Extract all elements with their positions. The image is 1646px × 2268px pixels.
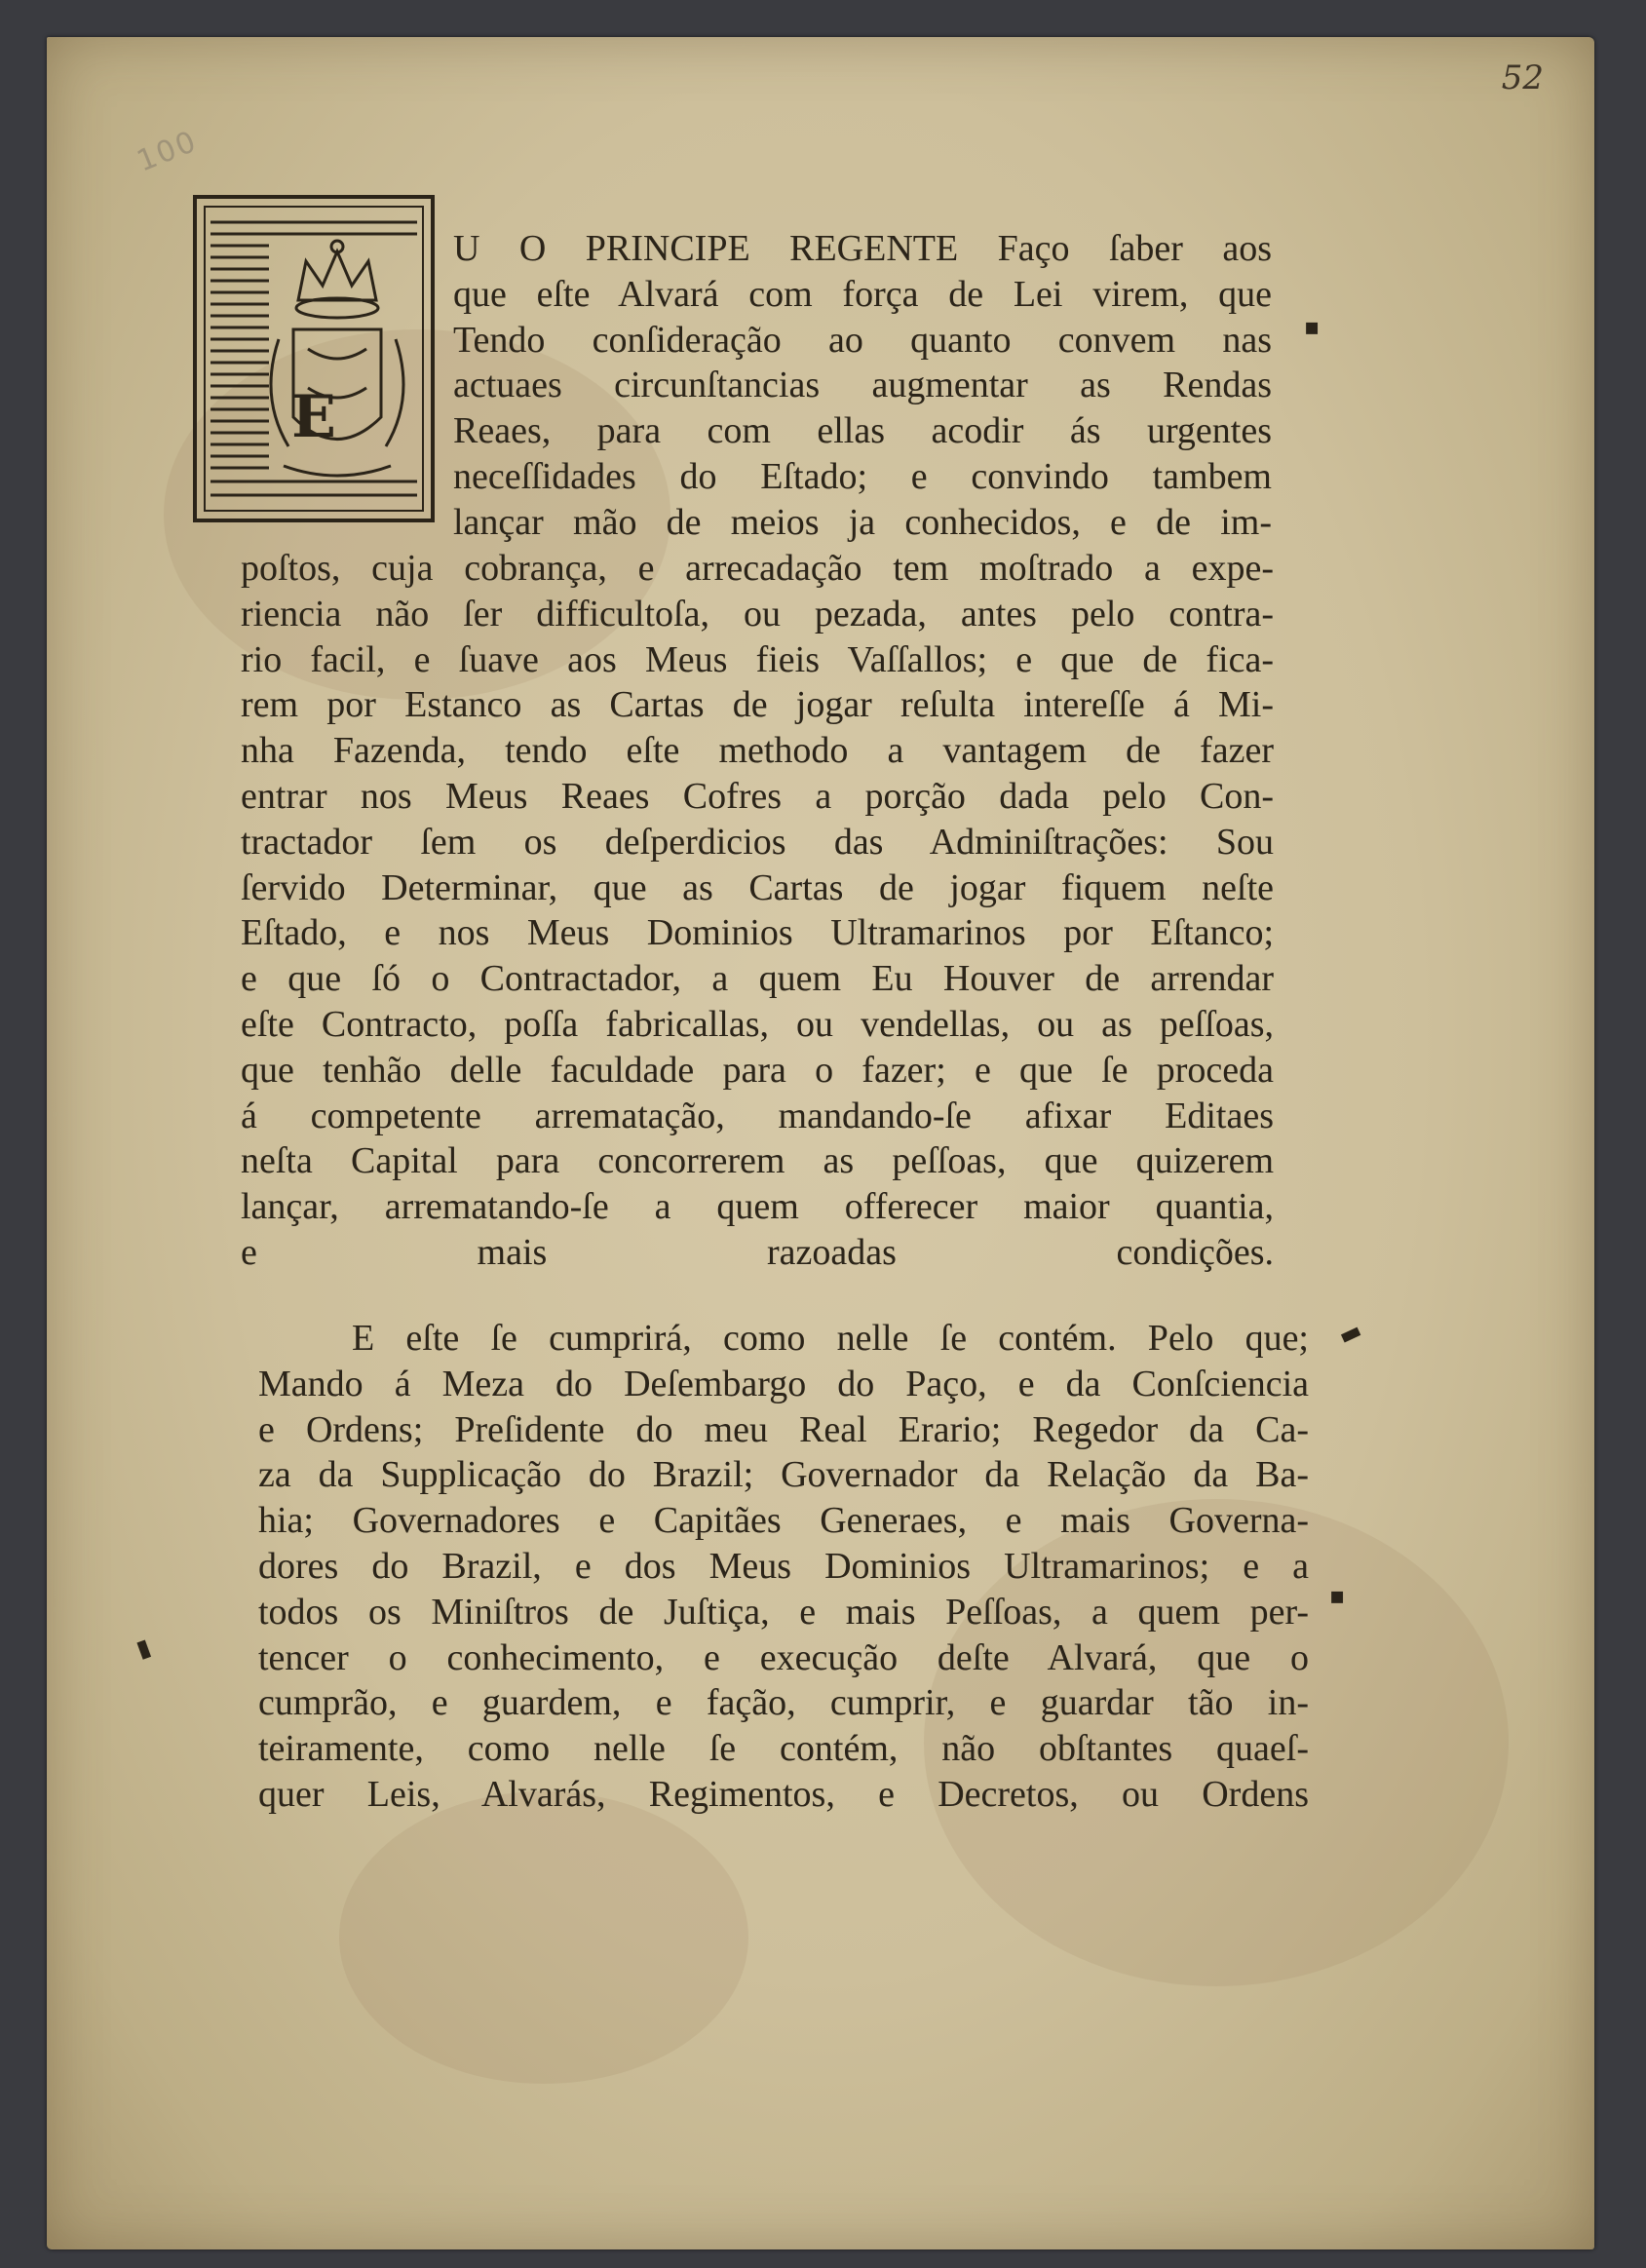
paper-stain bbox=[339, 1791, 748, 2084]
text-line: neceſſidades do Eſtado; e convindo tambem bbox=[453, 455, 1272, 497]
text-line: teiramente, como nelle ſe contém, não obſtantes quaeſ- bbox=[258, 1728, 1309, 1770]
text-line: Tendo conſideração ao quanto convem nas bbox=[453, 319, 1272, 361]
margin-mark: ▪ bbox=[1329, 1582, 1346, 1609]
text-line: e mais razoadas condições. bbox=[241, 1231, 1274, 1273]
text-line: hia; Governadores e Capitães Generaes, e mais Governa- bbox=[258, 1500, 1309, 1542]
text-line: neſta Capital para concorrerem as peſſoas, que quizerem bbox=[241, 1140, 1274, 1182]
pencil-annotation: 100 bbox=[132, 124, 203, 179]
text-line: e Ordens; Preſidente do meu Real Erario; Regedor da Ca- bbox=[258, 1408, 1309, 1450]
text-line: rem por Estanco as Cartas de jogar reſulta intereſſe á Mi- bbox=[241, 684, 1274, 726]
text-line: rio facil, e ſuave aos Meus fieis Vaſſallos; e que de fica- bbox=[241, 638, 1274, 680]
paragraph-1-continuation bbox=[241, 546, 1274, 1276]
text-line: quer Leis, Alvarás, Regimentos, e Decretos, ou Ordens bbox=[258, 1773, 1309, 1815]
initial-hatching bbox=[211, 222, 417, 495]
text-line: riencia não ſer difficultoſa, ou pezada, antes pelo contra- bbox=[241, 593, 1274, 634]
text-line: lançar mão de meios ja conhecidos, e de im- bbox=[453, 501, 1272, 543]
text-line: eſte Contracto, poſſa fabricallas, ou vendellas, ou as peſſoas, bbox=[241, 1003, 1274, 1045]
margin-mark: ▬ bbox=[129, 1634, 163, 1665]
text-line: tractador ſem os deſperdicios das Adminiſtrações: Sou bbox=[241, 821, 1274, 863]
folio-number: 52 bbox=[1501, 58, 1544, 97]
text-line: poſtos, cuja cobrança, e arrecadação tem moſtrado a expe- bbox=[241, 548, 1274, 589]
paragraph-2 bbox=[258, 1316, 1309, 1818]
text-line: e que ſó o Contractador, a quem Eu Houver de arrendar bbox=[241, 958, 1274, 1000]
text-line: Mando á Meza do Deſembargo do Paço, e da Conſciencia bbox=[258, 1363, 1309, 1404]
text-line: nha Fazenda, tendo eſte methodo a vantagem de fazer bbox=[241, 730, 1274, 772]
crown-icon bbox=[296, 241, 378, 318]
text-line: za da Supplicação do Brazil; Governador da Relação da Ba- bbox=[258, 1454, 1309, 1496]
text-line: que eſte Alvará com força de Lei virem, que bbox=[453, 273, 1272, 315]
text-line: á competente arrematação, mandando-ſe afixar Editaes bbox=[241, 1095, 1274, 1136]
text-line: que tenhão delle faculdade para o fazer; e que ſe proceda bbox=[241, 1049, 1274, 1091]
text-line: Reaes, para com ellas acodir ás urgentes bbox=[453, 410, 1272, 452]
margin-mark: ▪ bbox=[1304, 313, 1321, 340]
text-line: actuaes circunſtancias augmentar as Rendas bbox=[453, 365, 1272, 406]
text-line: U O PRINCIPE REGENTE Faço ſaber aos bbox=[453, 228, 1272, 269]
text-line: dores do Brazil, e dos Meus Dominios Ultramarinos; e a bbox=[258, 1545, 1309, 1587]
paragraph-1-opening bbox=[453, 226, 1272, 546]
text-line: todos os Miniſtros de Juſtiça, e mais Peſſoas, a quem per- bbox=[258, 1591, 1309, 1633]
initial-letter: E bbox=[291, 383, 336, 451]
text-line: Eſtado, e nos Meus Dominios Ultramarinos por Eſtanco; bbox=[241, 912, 1274, 954]
text-line: entrar nos Meus Reaes Cofres a porção dada pelo Con- bbox=[241, 775, 1274, 817]
text-line: ſervido Determinar, que as Cartas de jogar fiquem neſte bbox=[241, 866, 1274, 908]
text-line: E eſte ſe cumprirá, como nelle ſe contém. Pelo que; bbox=[352, 1318, 1309, 1359]
decorated-initial bbox=[191, 193, 437, 524]
margin-mark: ▬ bbox=[1334, 1316, 1366, 1351]
text-line: lançar, arrematando-ſe a quem offerecer maior quantia, bbox=[241, 1186, 1274, 1228]
text-line: tencer o conhecimento, e execução deſte Alvará, que o bbox=[258, 1636, 1309, 1678]
text-line: cumprão, e guardem, e fação, cumprir, e guardar tão in- bbox=[258, 1682, 1309, 1724]
